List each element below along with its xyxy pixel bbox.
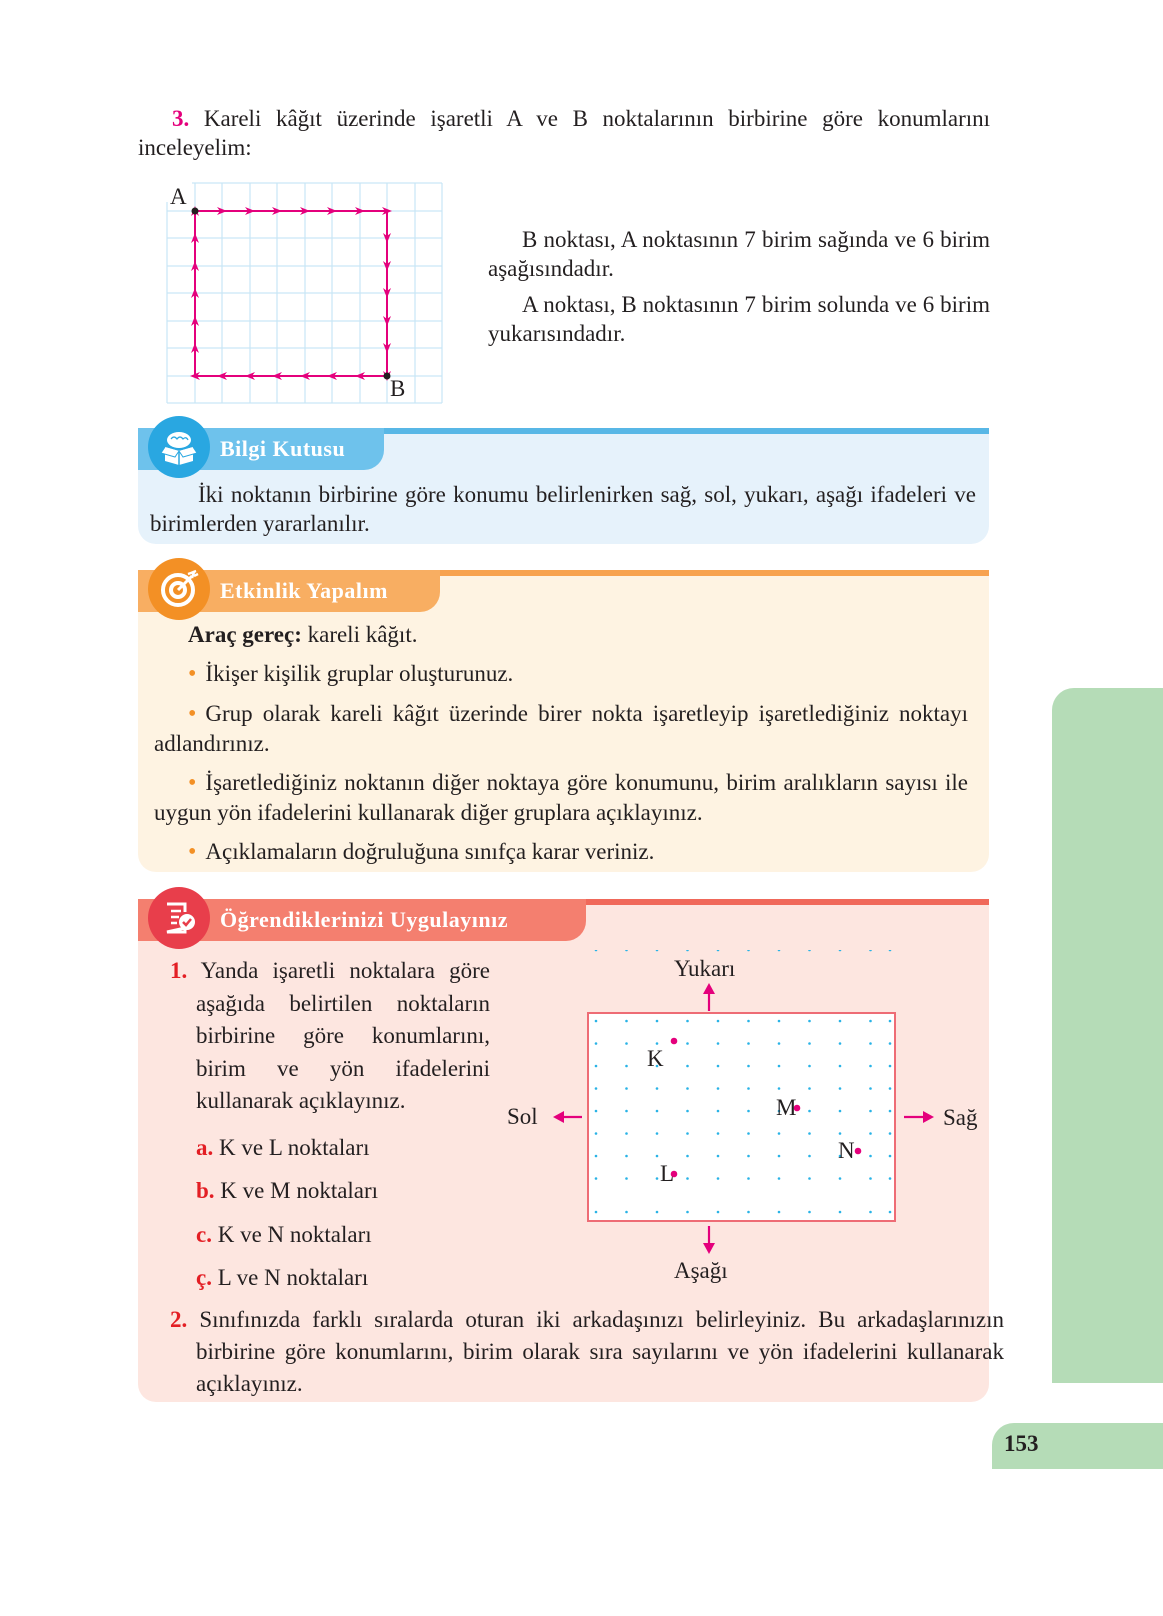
point-a — [192, 208, 199, 215]
question-1-number: 1. — [170, 958, 188, 983]
point-n-label: N — [838, 1138, 855, 1163]
sub-question-b — [196, 1175, 490, 1208]
question-2-number: 2. — [170, 1307, 188, 1332]
materials-value: kareli kâğıt. — [307, 622, 418, 647]
point-k-label: K — [647, 1046, 664, 1071]
dot-grid — [500, 950, 990, 1290]
info-box — [138, 428, 989, 544]
activity-item: • Grup olarak kareli kâğıt üzerinde birer nokta işaretleyip işaretlediğiniz noktayı adlandırınız. — [154, 699, 968, 758]
dot-grid-figure — [500, 950, 990, 1290]
practice-box-title: Öğrendiklerinizi Uygulayınız — [220, 907, 509, 932]
info-box-text: İki noktanın birbirine göre konumu belirlenirken sağ, sol, yukarı, aşağı ifadeleri ve birimlerden yararlanılır. — [150, 482, 976, 536]
point-b-label: B — [390, 376, 406, 401]
activity-item: • Açıklamaların doğruluğuna sınıfça karar veriniz. — [154, 837, 968, 867]
label-down: Aşağı — [674, 1258, 728, 1283]
brain-box-icon — [148, 416, 210, 478]
checklist-icon — [148, 887, 210, 949]
point-l-label: L — [660, 1161, 675, 1186]
label-right: Sağ — [943, 1105, 978, 1130]
sub-text: K ve L noktaları — [219, 1134, 370, 1160]
explanation-b: B noktası, A noktasının 7 birim sağında ve 6 birim aşağısındadır. — [488, 227, 990, 281]
sub-label: c. — [196, 1221, 212, 1247]
info-box-title: Bilgi Kutusu — [220, 436, 346, 461]
sub-question-cc — [196, 1262, 490, 1295]
sub-text: L ve N noktaları — [217, 1265, 369, 1290]
sub-label: b. — [196, 1178, 215, 1203]
activity-item: • İşaretlediğiniz noktanın diğer noktaya göre konumunu, birim aralıkların sayısı ile uygun yön ifadelerini kullanarak diğer gruplara açıklayınız. — [154, 768, 968, 827]
sub-label: ç. — [196, 1265, 212, 1290]
target-icon — [148, 558, 210, 620]
path-diagram — [166, 182, 444, 404]
materials-line — [154, 620, 968, 649]
sub-text: K ve M noktaları — [220, 1178, 379, 1203]
question-2-text: Sınıfınızda farklı sıralarda oturan iki arkadaşınızı belirleyiniz. Bu arkadaşlarınızın birbirine göre konumlarını, birim olarak sıra sayılarını ve yön ifadelerini kullanarak açıklayınız. — [196, 1307, 1005, 1396]
label-up: Yukarı — [674, 956, 736, 981]
intro-text: Kareli kâğıt üzerinde işaretli A ve B noktalarının birbirine göre konumlarını inceleyelim: — [138, 106, 991, 160]
question-number: 3. — [172, 106, 190, 131]
activity-box — [138, 570, 989, 872]
side-tab — [1052, 688, 1163, 1383]
activity-box-title: Etkinlik Yapalım — [220, 578, 388, 603]
question-1-text: Yanda işaretli noktalara göre aşağıda belirtilen noktaların birbirine göre konumlarını, birim ve yön ifadelerini kullanarak açıklayınız. — [196, 958, 490, 1113]
explanation — [488, 225, 990, 355]
sub-question-a — [196, 1132, 490, 1165]
point-m-label: M — [776, 1095, 797, 1120]
sub-label: a. — [196, 1134, 214, 1160]
grid-figure — [166, 182, 444, 404]
explanation-a: A noktası, B noktasının 7 birim solunda ve 6 birim yukarısındadır. — [488, 292, 990, 346]
sub-text: K ve N noktaları — [217, 1221, 372, 1247]
label-left: Sol — [507, 1104, 538, 1129]
point-n — [855, 1148, 862, 1155]
page-number: 153 — [1004, 1431, 1039, 1456]
intro-paragraph — [138, 104, 990, 162]
question-2 — [170, 1304, 1004, 1400]
activity-item: • İkişer kişilik gruplar oluşturunuz. — [154, 659, 968, 689]
point-k — [671, 1038, 678, 1045]
point-a-label: A — [170, 184, 187, 209]
sub-question-c — [196, 1219, 490, 1252]
materials-label: Araç gereç: — [188, 622, 302, 647]
question-1 — [170, 955, 490, 1295]
